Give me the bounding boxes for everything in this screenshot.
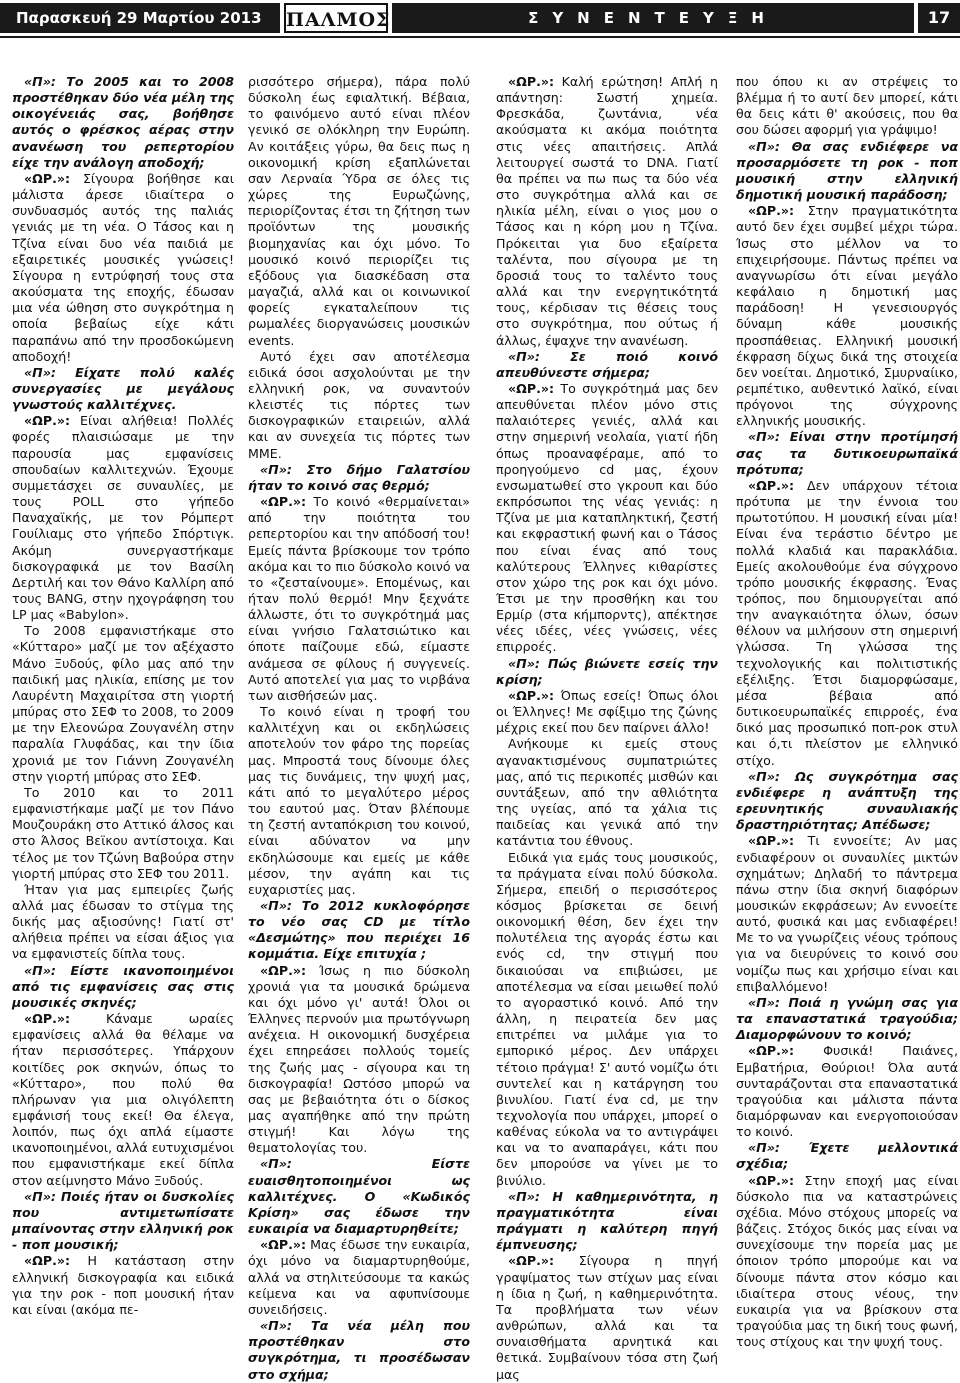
- article-paragraph: [12, 1253, 234, 1318]
- paragraph-text: Στην πραγματικότητα αυτό δεν έχει συμβεί μέχρι τώρα. Ίσως στο μέλλον να το επιχειρήσουμε. Πάντως πρέπει να αναγνωρίσω ότι είναι μεγάλο κεφάλαιο η δημοτική μας παράδοση! Η γενεσιουργός δύναμη κάθε μουσικής προσπάθειας. Ελληνική μουσική έκφραση δίχως δικά της στοιχεία δεν νοείται. Δημοτικό, Σμυρναίικο, ρεμπέτικο, αυθεντικό λαϊκό, είναι πρόγονοι της σύγχρονης ελληνικής μουσικής.: [736, 203, 958, 429]
- paragraph-text: Ειδικά για εμάς τους μουσικούς, τα πράγματα είναι πολύ δύσκολα. Σήμερα, επειδή ο περισσότερος κόσμος βρίσκεται σε δεινή οικονομική θέση, δεν έχει την πολυτέλεια της αγοράς έστω και ενός cd, την στιγμή που δικαιούσαι να επιβιώσει, με αποτέλεσμα να είσαι μειωθεί πολύ το αγοραστικό κοινό. Από την άλλη, η πειρατεία δεν μας επιτρέπει να μιλάμε για το εμπορικό μέρος. Δεν υπάρχει τέτοιο πράγμα! Σ' αυτό νομίζω ότι συντελεί και η κατάργηση του βινυλίου. Γιατί ένα cd, με την τεχνολογία που υπάρχει, μπορεί ο καθένας εύκολα να το αντιγράψει και να το αναπαράγει, κάτι που δεν μπορούσε να γίνει με το βινύλιο.: [496, 849, 718, 1188]
- paragraph-text: Το κοινό είναι η τροφή του καλλιτέχνη και οι εκδηλώσεις αποτελούν τον φάρο της πορείας μας. Μπροστά τους δίνουμε όλες μας τις δυνάμεις, την ψυχή μας, κάτι από το μεγαλύτερο μέρος του εαυτού μας. Όταν βλέπουμε τη ζεστή ανταπόκριση του κοινού, είναι αδύνατον να μην εκδηλώσουμε και εμείς με κάθε μέσον, την αγάπη και τις ευχαριστίες μας.: [248, 704, 470, 897]
- article-paragraph: [736, 995, 958, 1043]
- speaker-label: «ΩΡ.»:: [508, 74, 555, 89]
- interview-question: Ποιές ήταν οι δυσκολίες που αντιμετωπίσατε μπαίνοντας στην ελληνική ροκ - ποπ μουσική;: [12, 1188, 234, 1253]
- paragraph-text: Το κοινό «θερμαίνεται» από την ποιότητα του ρεπερτορίου και την απόδοσή του! Εμείς πάντα βρίσκουμε τον τρόπο ακόμα και το πιο δύσκολο κοινό να το «ζεσταίνουμε». Επομένως, και ήταν πολύ θερμό! Μην ξεχνάτε άλλωστε, ότι το συγκρότημά μας είναι γνήσιο Γαλατσιώτικο και όποτε παίζουμε εδώ, είμαστε ανάμεσα σε φίλους ή συγγενείς. Αυτό αποτελεί για μας το νιρβάνα των αισθήσεών μας.: [248, 494, 470, 703]
- interview-question: Ως συγκρότημα σας ενδιέφερε η ανάπτυξη της ερευνητικής συναυλιακής δραστηριότητας; Απέδωσε;: [736, 768, 958, 833]
- article-paragraph: [248, 898, 470, 963]
- article-paragraph: [736, 478, 958, 769]
- paragraph-text: Στην εποχή μας είναι δύσκολο πια να καταστρώνεις σχέδια. Μόνο στόχους μπορείς να βάζεις. Στόχος δικός μας είναι να συνεχίσουμε την πορεία μας με όποιον τρόπο μπορούμε και να δίνουμε πάντα στον κόσμο και ιδιαίτερα στους νέους, την ευκαιρία για να βρίσκουν στα τραγούδια μας τη δική τους φωνή, τους στίχους και την ψυχή τους.: [736, 1172, 958, 1350]
- speaker-label: «Π»:: [508, 1188, 540, 1204]
- speaker-label: «Π»:: [24, 74, 56, 89]
- paragraph-text: Είναι αλήθεια! Πολλές φορές πλαισιώσαμε με την παρουσία μας εμφανίσεις σπουδαίων καλλιτεχνών. Έχουμε συμμετάσχει σε συναυλίες, με τους POLL στο γήπεδο Παναχαϊκής, με τον Ρόμπερτ Γουίλιαμς στο γήπεδο Σπόρτιγκ. Ακόμη συνεργαστήκαμε δισκογραφικά με τον Βασίλη Δερτιλή και τον Θάνο Καλλίρη από τους BANG, στην ηχογράφηση του LP μας «Babylon».: [12, 413, 234, 623]
- article-paragraph: [496, 736, 718, 849]
- speaker-label: «ΩΡ.»:: [748, 833, 795, 849]
- article-paragraph: [736, 1043, 958, 1140]
- speaker-label: «ΩΡ.»:: [508, 1253, 555, 1269]
- interview-question: Είναι στην προτίμησή σας τα δυτικοευρωπαϊκά πρότυπα;: [736, 429, 958, 477]
- article-paragraph: [248, 1237, 470, 1318]
- page-number: 17: [918, 3, 960, 33]
- section-title: ΣΥΝΕΝΤΕΥΞΗ: [392, 3, 914, 33]
- article-paragraph: [496, 688, 718, 736]
- paragraph-text: που όπου κι αν στρέψεις το βλέμμα ή το αυτί δεν μπορεί, κάτι θα δεις κάτι θ' ακούσεις, που θα σου δώσει αφορμή για γράψιμο!: [736, 74, 958, 138]
- article-paragraph: [496, 381, 718, 656]
- paragraph-text: Καλή ερώτηση! Απλή η απάντηση: Σωστή χημεία. Φρεσκάδα, ζωντάνια, νέα ακούσματα κι ακόμα ποιότητα στις νέες απαιτήσεις. Απλά λειτουργεί σωστά το DNA. Γιατί θα πρέπει να πω πως τα δύο νέα στο συγκρότημα αλλά και σε ηλικία μέλη, είναι ο γιος μου ο Τάσος και η κόρη μου η Τζίνα. Πρόκειται για δυο εξαίρετα ταλέντα, που σίγουρα με τη δροσιά τους το ταλέντο τους αλλά και την ενεργητικότητά τους, κέρδισαν τις θέσεις τους στο συγκρότημα, που ούτως ή άλλως, έψαχνε την ανανέωση.: [496, 74, 718, 348]
- speaker-label: «Π»:: [748, 994, 780, 1010]
- speaker-label: «Π»:: [748, 138, 780, 154]
- article-column-2: [248, 74, 470, 1383]
- interview-question: Είχατε πολύ καλές συνεργασίες με μεγάλους γνωστούς καλλιτέχνες.: [12, 364, 234, 413]
- interview-question: Ποιά η γνώμη σας για τα επαναστατικά τραγούδια; Διαμορφώνουν το κοινό;: [736, 994, 958, 1043]
- article-paragraph: [496, 1253, 718, 1382]
- speaker-label: «ΩΡ.»:: [260, 1237, 307, 1253]
- article-paragraph: [736, 74, 958, 139]
- paragraph-text: Το 2010 και το 2011 εμφανιστήκαμε μαζί με τον Πάνο Μουζουράκη στο Αττικό άλσος και στο Άλσος Βεϊκου αντίστοιχα. Και τέλος με τον Τζώνη Βαβούρα στην γιορτή μπύρας στο ΣΕΦ του 2011.: [12, 784, 234, 881]
- interview-question: Θα σας ενδιέφερε να προσαρμόσετε τη ροκ - ποπ μουσική στην ελληνική δημοτική μουσική παράδοση;: [736, 138, 958, 203]
- page-header: [0, 0, 960, 37]
- paragraph-text: Αυτό έχει σαν αποτέλεσμα ειδικά όσοι ασχολούνται με την ελληνική ροκ, να συναντούν κλειστές τις πόρτες των δισκογραφικών εταιρειών, αλλά και αν συνεχεία τις πόρτες των ΜΜΕ.: [248, 348, 470, 461]
- header-rule: [0, 36, 960, 38]
- speaker-label: «Π»:: [260, 1318, 292, 1334]
- newspaper-logo: ΠΑΛΜΟΣ: [284, 3, 388, 33]
- interview-question: Πώς βιώνετε εσείς την κρίση;: [496, 655, 718, 687]
- paragraph-text: Το συγκρότημά μας δεν απευθύνεται πλέον μόνο στις παλαιότερες γενιές, αλλά και στην σημερινή νεολαία, γιατί ήδη όπως προαναφέραμε, από το προηγούμενο cd μας, έχουν ενσωματωθεί στο γκρουπ και δύο εκπρόσωποι της νέας γενιάς: η Τζίνα με μια καταπληκτική, ζεστή και εκφραστική φωνή και ο Τάσος που είναι ένας από τους καλύτερους Έλληνες κιθαρίστες στον χώρο της ροκ και όχι μόνο. Έτσι με την προσθήκη και του Ερμίρ (στα κήμπορντς), απέκτησε νέες ιδέες, νέες γνώσεις, νέες επιρροές.: [496, 380, 718, 655]
- article-paragraph: [736, 203, 958, 429]
- speaker-label: «Π»:: [748, 429, 780, 445]
- article-paragraph: [248, 349, 470, 462]
- article-paragraph: [736, 429, 958, 477]
- article-paragraph: [496, 656, 718, 688]
- article-paragraph: [248, 462, 470, 494]
- speaker-label: «ΩΡ.»:: [508, 380, 555, 396]
- paragraph-text: Ήταν για μας εμπειρίες ζωής αλλά μας έδωσαν το στίγμα της δικής μας αξιοσύνης! Γιατί στ' αλήθεια πρέπει να είσαι άξιος για να εμφανιστείς δίπλα τους.: [12, 881, 234, 962]
- paragraph-text: Σίγουρα η πηγή γραψίματος των στίχων μας είναι η ίδια η ζωή, η καθημερινότητα. Τα προβλήματα των νέων ανθρώπων, αλλά και τα συναισθήματα αρνητικά και θετικά. Συμβαίνουν τόσα στη ζωή μας: [496, 1253, 718, 1382]
- article-paragraph: [736, 1173, 958, 1351]
- article-paragraph: [12, 623, 234, 785]
- article-paragraph: [12, 171, 234, 365]
- speaker-label: «Π»:: [508, 655, 540, 671]
- interview-question: Είστε ικανοποιημένοι από τις εμφανίσεις σας στις μουσικές σκηνές;: [12, 962, 234, 1010]
- speaker-label: «ΩΡ.»:: [508, 687, 555, 703]
- speaker-label: «Π»:: [24, 364, 56, 380]
- speaker-label: «ΩΡ.»:: [748, 1043, 795, 1059]
- paragraph-text: Η κατάσταση στην ελληνική δισκογραφία και ειδικά για την ροκ - ποπ μουσική ήταν και είναι (ακόμα πε-: [12, 1253, 234, 1317]
- speaker-label: «ΩΡ.»:: [24, 1253, 71, 1269]
- paragraph-text: Σίγουρα βοήθησε και μάλιστα άρεσε ιδιαίτερα ο συνδυασμός αυτός της παλιάς γενιάς με τη νέα. Ο Τάσος και η Τζίνα είναι δυο νέα παιδιά με εξαιρετικές μουσικές γνώσεις! Σίγουρα η εντρύφησή τους στα ακούσματα της εποχής, έδωσαν μια νέα ώθηση στο συγκρότημα η οποία βεβαίως είχε κάτι παραπάνω από την προσδοκώμενη αποδοχή!: [12, 170, 234, 364]
- article-column-4: [736, 74, 958, 1350]
- speaker-label: «Π»:: [260, 897, 292, 913]
- article-paragraph: [248, 494, 470, 704]
- article-paragraph: [248, 963, 470, 1157]
- article-paragraph: [248, 1318, 470, 1383]
- interview-question: Είστε ευαισθητοποιημένοι ως καλλιτέχνες. Ο «Κωδικός Κρίση» σας έδωσε την ευκαιρία να διαμαρτυρηθείτε;: [248, 1156, 470, 1237]
- article-paragraph: [248, 1156, 470, 1237]
- paragraph-text: Τι εννοείτε; Αν μας ενδιαφέρουν οι συναυλίες μικτών σχημάτων; Δηλαδή το πάντρεμα πάνω στην ίδια σκηνή διαφόρων μουσικών εκφράσεων; Αν εννοείτε αυτό, φυσικά και μας ενδιαφέρει! Με το να γνωρίζεις νέους τρόπους για να διευρύνεις το κοινό σου νομίζω πως και χρήσιμο είναι και επιβαλλόμενο!: [736, 833, 958, 994]
- speaker-label: «ΩΡ.»:: [260, 494, 307, 510]
- speaker-label: «Π»:: [24, 1188, 56, 1204]
- speaker-label: «Π»:: [748, 768, 780, 784]
- article-paragraph: [12, 365, 234, 413]
- article-column-1: [12, 74, 234, 1318]
- interview-question: Έχετε μελλοντικά σχέδια;: [736, 1140, 958, 1172]
- speaker-label: «Π»:: [24, 962, 56, 978]
- interview-question: Στο δήμο Γαλατσίου ήταν το κοινό σας θερμό;: [248, 461, 470, 493]
- interview-question: Σε ποιό κοινό απευθύνεστε σήμερα;: [496, 348, 718, 380]
- speaker-label: «ΩΡ.»:: [748, 203, 795, 219]
- paragraph-text: Κάναμε ωραίες εμφανίσεις αλλά θα θέλαμε να ήταν περισσότερες. Υπάρχουν κοιτίδες ροκ σκηνών, όπως το «Κύτταρο», που πολύ θα πλήρωναν για μια ολιγόλεπτη εμφάνισή τους εκεί! Θα έλεγα, λοιπόν, πως όχι απλά είμαστε ικανοποιημένοι, αλλά ευτυχισμένοι που εμφανιστήκαμε εκεί δίπλα στον αείμνηστο Μάνο Ξυδούς.: [12, 1011, 234, 1188]
- paragraph-text: Δεν υπάρχουν τέτοια πρότυπα με την έννοια του πρωτοτύπου. Η μουσική είναι μία! Είναι ένα τεράστιο δέντρο με πολλά κλαδιά και παρακλάδια. Εμείς ακολουθούμε ένα σύγχρονο τρόπο μουσικής έκφρασης. Ένας τρόπος, που δημιουργείται από την αναγκαιότητα όλων, όσων θέλουν να μιλήσουν στη σημερινή γλώσσα. Τη γλώσσα της τεχνολογικής και πολιτιστικής εξέλιξης. Έτσι διαμορφώσαμε, μέσα βέβαια από δυτικοευρωπαϊκές επιρροές, ένα δικό μας προσωπικό ποπ-ροκ στυλ και ό,τι πλείστον με ελληνικό στίχο.: [736, 477, 958, 768]
- interview-question: Το 2005 και το 2008 προστέθηκαν δύο νέα μέλη της οικογένειάς σας, βοήθησε αυτός ο φρέσκος αέρας στην ανανέωση του ρεπερτορίου είχε την ανάλογη αποδοχή;: [12, 74, 234, 170]
- article-paragraph: [736, 1140, 958, 1172]
- article-paragraph: [736, 769, 958, 834]
- speaker-label: «Π»:: [508, 348, 540, 364]
- article-paragraph: [496, 74, 718, 349]
- paragraph-text: Το 2008 εμφανιστήκαμε στο «Κύτταρο» μαζί με τον αξέχαστο Μάνο Ξυδούς, φίλο μας από την παιδική μας ηλικία, επίσης με τον Λαυρέντη Μαχαιρίτσα στη γιορτή μπύρας στο ΣΕΦ το 2008, το 2009 με την Ελεονώρα Ζουγανέλη στην παραλία Γλυφάδας, και την ίδια χρονιά με τον Γιάννη Ζουγανέλη στην γιορτή μπύρας στο ΣΕΦ.: [12, 623, 234, 784]
- article-paragraph: [12, 1011, 234, 1189]
- paragraph-text: Φυσικά! Παιάνες, Εμβατήρια, Θούριοι! Όλα αυτά συνταράζονται στα επαναστατικά τραγούδια και μάλιστα πάντα διαμόρφωναν και ενεργοποιούσαν το κοινό.: [736, 1043, 958, 1140]
- paragraph-text: Όπως εσείς! Όπως όλοι οι Έλληνες! Με σφίξιμο της ζώνης μέχρις εκεί που δεν παίρνει άλλο!: [496, 687, 718, 736]
- article-paragraph: [12, 785, 234, 882]
- article-paragraph: [12, 74, 234, 171]
- article-paragraph: [736, 833, 958, 995]
- interview-question: Τα νέα μέλη που προστέθηκαν στο συγκρότημα, τι προσέδωσαν στο σχήμα;: [248, 1318, 470, 1382]
- article-paragraph: [496, 1189, 718, 1254]
- paragraph-text: Ίσως η πιο δύσκολη χρονιά για τα μουσικά δρώμενα και όχι μόνο γι' αυτά! Όλοι οι Έλληνες περνούν μια πρωτόγνωρη ανέχεια. Η οικονομική δυσχέρεια έχει επηρεάσει πολλούς τομείς της ζωής μας - σίγουρα και τη δισκογραφία! Ωστόσο μπορώ να σας με βεβαιότητα ότι ο δίσκος μας αγαπήθηκε από την πρώτη στιγμή! Και λόγω της θεματολογίας του.: [248, 962, 470, 1156]
- article-paragraph: [12, 882, 234, 963]
- speaker-label: «ΩΡ.»:: [748, 477, 795, 493]
- speaker-label: «ΩΡ.»:: [748, 1172, 795, 1188]
- article-column-3: [496, 74, 718, 1383]
- paragraph-text: Ανήκουμε κι εμείς στους αγανακτισμένους συμπατριώτες μας, από τις περικοπές μισθών και συντάξεων, από την αθλιότητα της υγείας, από τα χάλια τις παιδείας και γενικά από την κατάντια του έθνους.: [496, 736, 718, 849]
- interview-question: Η καθημερινότητα, η πραγματικότητα είναι πράγματι η καλύτερη πηγή έμπνευσης;: [496, 1188, 718, 1253]
- speaker-label: «ΩΡ.»:: [260, 962, 307, 978]
- paragraph-text: Μας έδωσε την ευκαιρία, όχι μόνο να διαμαρτυρηθούμε, αλλά να στηλιτεύσουμε τα κακώς κείμενα και να αφυπνίσουμε συνειδήσεις.: [248, 1237, 470, 1317]
- article-paragraph: [736, 139, 958, 204]
- article-paragraph: [496, 349, 718, 381]
- speaker-label: «ΩΡ.»:: [24, 1011, 71, 1027]
- article-paragraph: [496, 850, 718, 1189]
- article-paragraph: [12, 413, 234, 623]
- speaker-label: «ΩΡ.»:: [24, 170, 71, 186]
- speaker-label: «Π»:: [748, 1140, 780, 1156]
- interview-question: Το 2012 κυκλοφόρησε το νέο σας CD με τίτλο «Δεσμώτης» που περιέχει 16 κομμάτια. Είχε επιτυχία ;: [248, 897, 470, 962]
- article-paragraph: [12, 963, 234, 1011]
- speaker-label: «ΩΡ.»:: [24, 413, 71, 429]
- paragraph-text: ρισσότερο σήμερα), πάρα πολύ δύσκολη έως εφιαλτική. Βέβαια, το φαινόμενο αυτό είναι πλέον γενικό σε ολόκληρη την Ευρώπη. Αν κοιτάξεις γύρω, θα δεις πως η οικονομική κρίση εξαπλώνεται σαν Λερναία Ύδρα σε όλες τις χώρες της Ευρωζώνης, περιορίζοντας έτσι τη ζήτηση των προϊόντων της μουσικής βιομηχανίας και όχι μόνο. Το μουσικό κοινό περιορίζει τις εξόδους για διασκέδαση στα μαγαζιά, αλλά και οι κοινωνικοί φορείς εγκαταλείπουν τις ρωμαλέες διοργανώσεις μουσικών events.: [248, 74, 470, 348]
- speaker-label: «Π»:: [260, 461, 292, 477]
- article-paragraph: [248, 74, 470, 349]
- speaker-label: «Π»:: [260, 1156, 292, 1172]
- issue-date: Παρασκευή 29 Μαρτίου 2013: [0, 3, 280, 33]
- article-paragraph: [12, 1189, 234, 1254]
- article-paragraph: [248, 704, 470, 898]
